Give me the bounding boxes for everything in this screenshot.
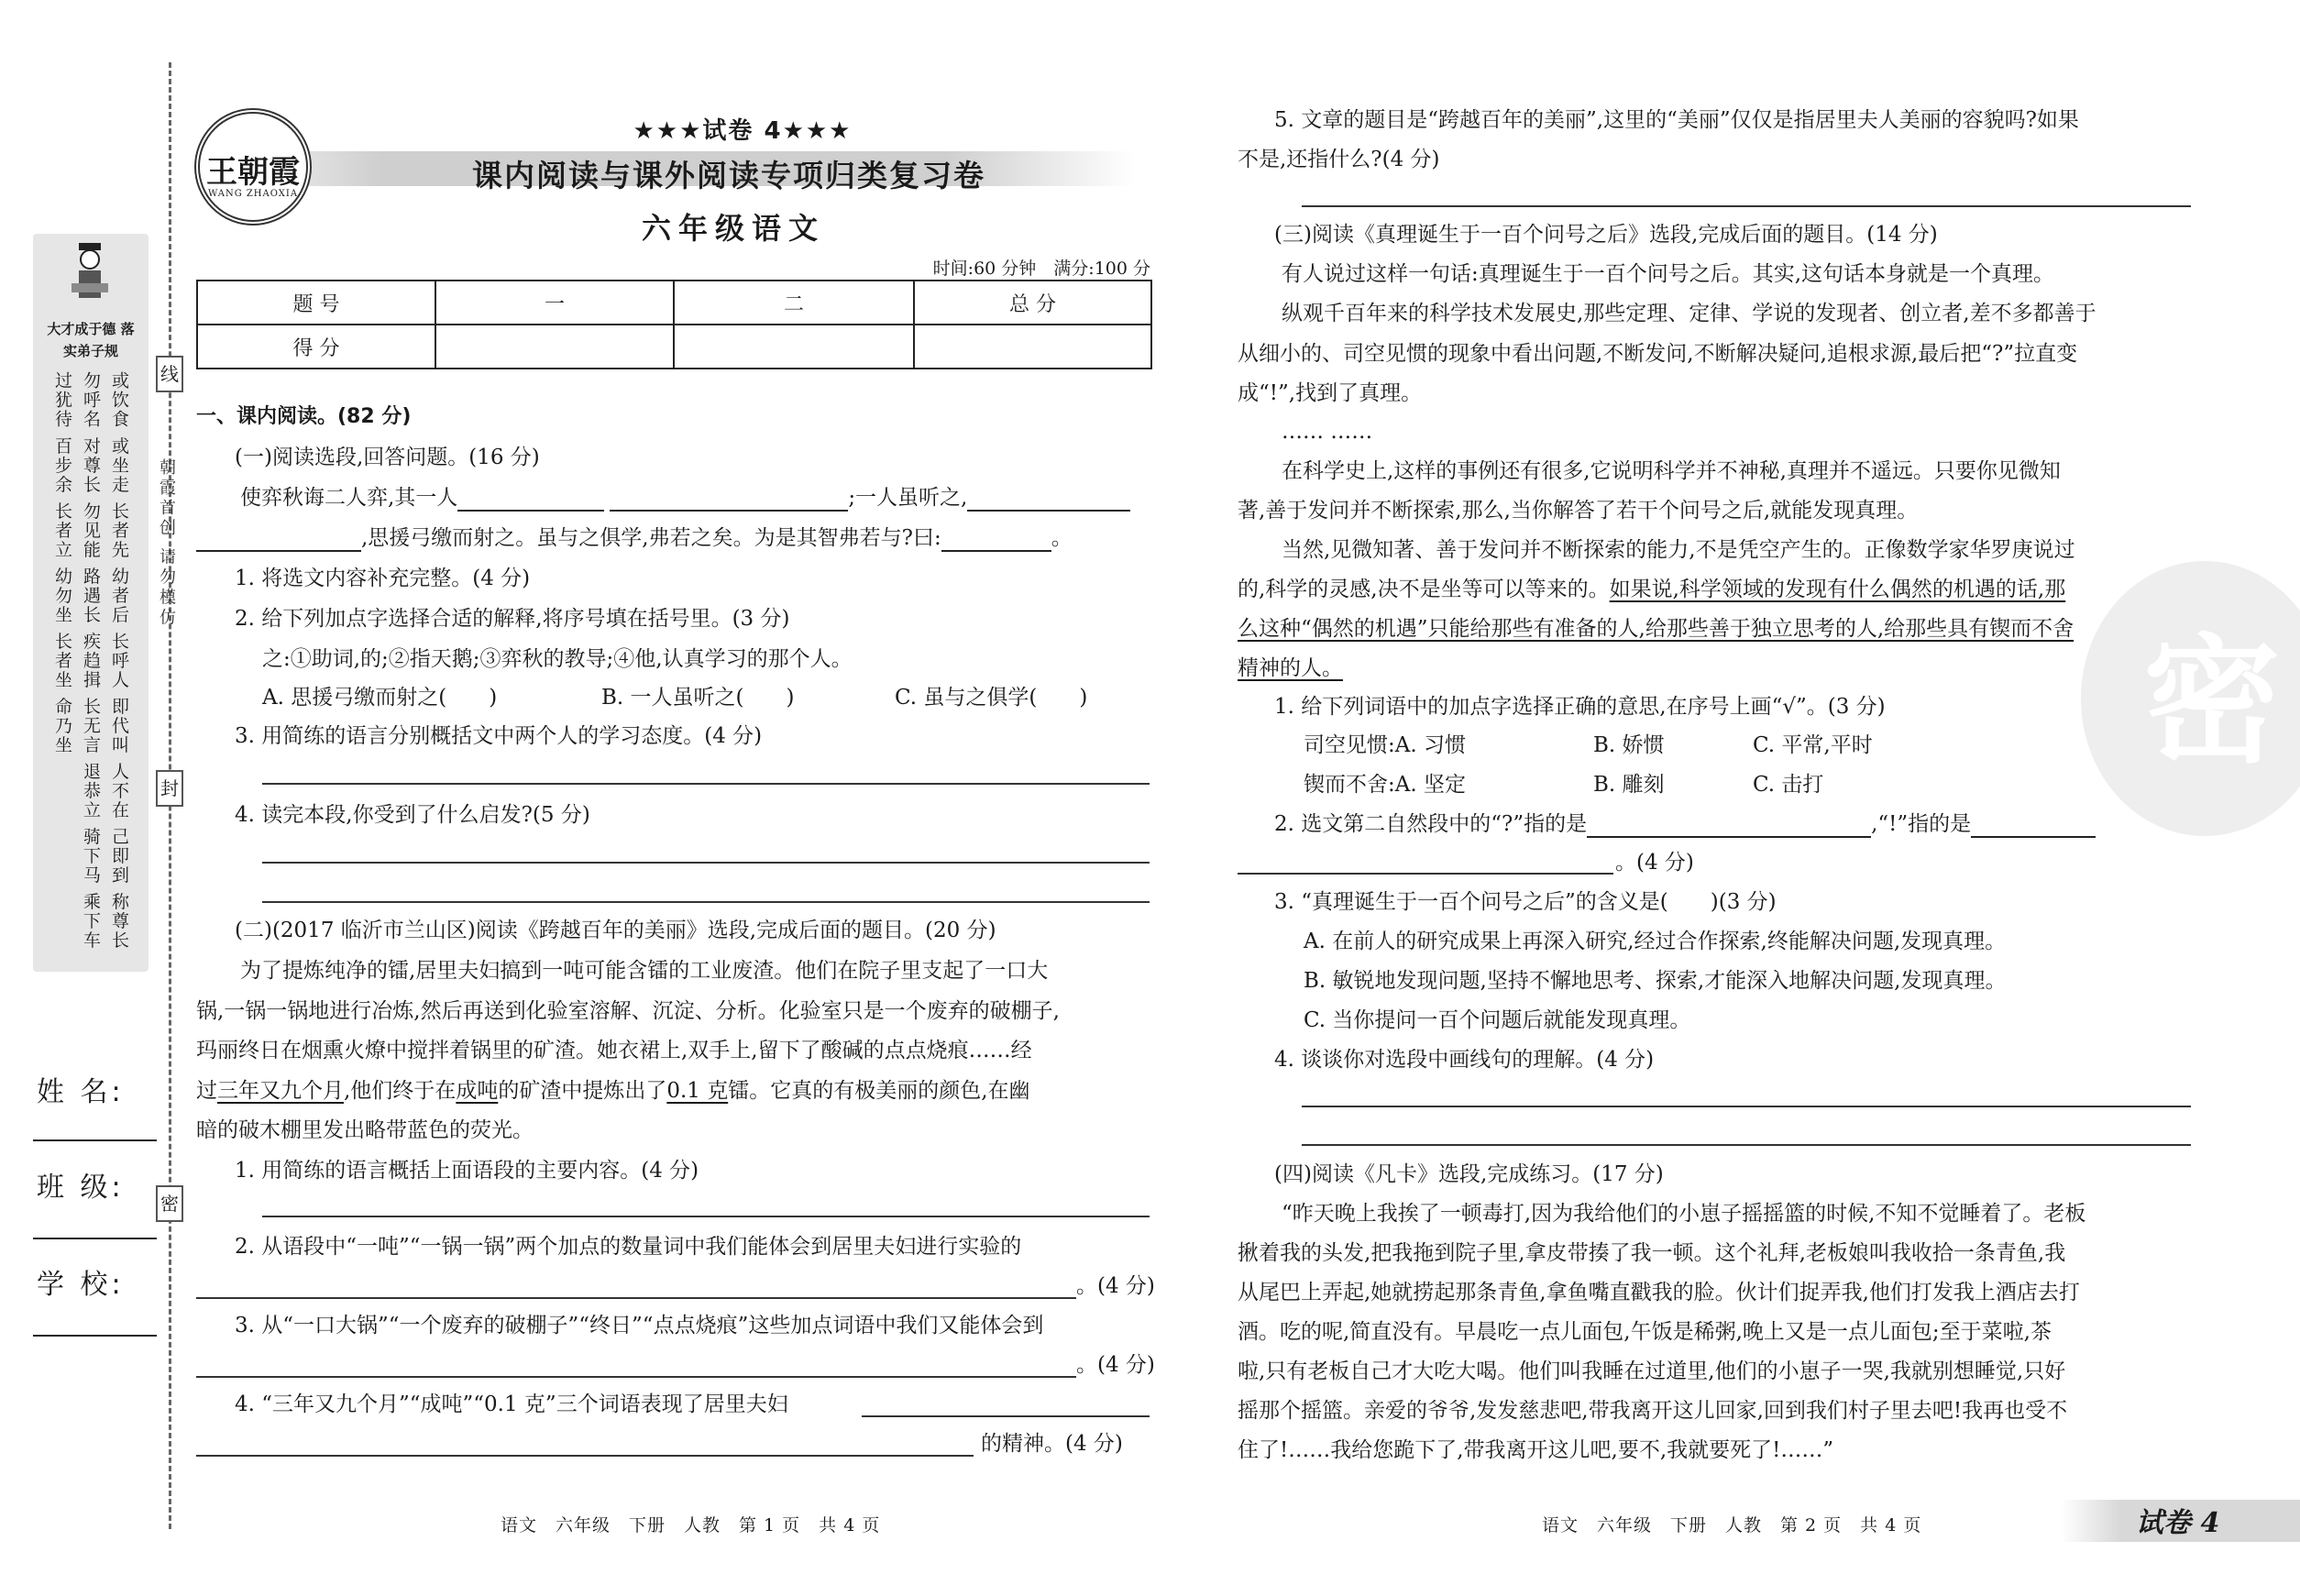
- answer-line[interactable]: [1302, 1106, 2191, 1107]
- p1-question-2-a[interactable]: A. 思援弓缴而射之( ): [262, 686, 498, 710]
- p1-question-4: 4. 读完本段,你受到了什么启发?(5 分): [235, 803, 590, 827]
- p3-question-2-end: 。(4 分): [1615, 851, 1694, 875]
- passage-3-line-10: 么这种“偶然的机遇”只能给那些有准备的人,给那些善于独立思考的人,给那些具有锲而不舍: [1238, 617, 2074, 641]
- underlined-phrase: 成吨: [456, 1079, 499, 1103]
- answer-line[interactable]: [262, 862, 1150, 864]
- passage-3-line-1: 有人说过这样一句话:真理诞生于一百个问号之后。其实,这句话本身就是一个真理。: [1282, 262, 2055, 286]
- passage-2-line-1: 为了提炼纯净的镭,居里夫妇搞到一吨可能含镭的工业废渣。他们在院子里支起了一口大: [240, 959, 1049, 983]
- p2-question-3-end: 。(4 分): [1076, 1353, 1155, 1377]
- passage-1-line-2: ,思援弓缴而射之。虽与之俱学,弗若之矣。为是其智弗若与?曰: 。: [196, 524, 1073, 552]
- answer-line[interactable]: [196, 1455, 974, 1457]
- answer-line[interactable]: [1302, 205, 2191, 207]
- p3-question-3-c[interactable]: C. 当你提问一百个问题后就能发现真理。: [1304, 1008, 1691, 1032]
- p1-question-1: 1. 将选文内容补充完整。(4 分): [235, 567, 531, 590]
- passage-3-line-7: 著,善于发问并不断探索,那么,当你解答了若干个问号之后,就能发现真理。: [1238, 499, 1919, 523]
- p3-question-1: 1. 给下列词语中的加点字选择正确的意思,在序号上画“√”。(3 分): [1274, 695, 1886, 719]
- passage-3-line-4: 成“!”,找到了真理。: [1238, 381, 1423, 405]
- p3-q1-row1-b[interactable]: B. 娇惯: [1593, 733, 1665, 757]
- passage-4-line-1: “昨天晚上我挨了一顿毒打,因为我给他们的小崽子摇摇篮的时候,不知不觉睡着了。老板: [1282, 1202, 2086, 1226]
- passage-2-line-2: 锅,一锅一锅地进行冶炼,然后再送到化验室溶解、沉淀、分析。化验室只是一个废弃的破棚子,: [196, 999, 1060, 1023]
- answer-line[interactable]: [1302, 1144, 2191, 1146]
- answer-line[interactable]: [262, 1216, 1150, 1217]
- corner-paper-tag: 试卷 4: [2136, 1507, 2220, 1539]
- passage-3-line-6: 在科学史上,这样的事例还有很多,它说明科学并不神秘,真理并不遥远。只要你见微知: [1282, 459, 2061, 483]
- brand-logo: [194, 108, 312, 226]
- fill-blank[interactable]: [196, 528, 361, 552]
- score-table-cell: 总 分: [914, 281, 1151, 325]
- p1-question-2: 2. 给下列加点字选择合适的解释,将序号填在括号里。(3 分): [235, 607, 790, 631]
- score-input-cell[interactable]: [914, 325, 1151, 369]
- answer-line[interactable]: [1238, 873, 1613, 875]
- score-table-cell: 题 号: [197, 281, 435, 325]
- scholar-mascot-icon: [72, 239, 108, 313]
- bind-mark-mi: 密: [156, 1185, 183, 1222]
- p1-question-2-options: 之:①助词,的;②指天鹅;③弈秋的教导;④他,认真学习的那个人。: [262, 647, 853, 671]
- passage-2-line-3: 玛丽终日在烟熏火燎中搅拌着锅里的矿渣。她衣裙上,双手上,留下了酸碱的点点烧痕……经: [196, 1039, 1032, 1062]
- passage-4-line-7: 住了!……我给您跪下了,带我离开这儿吧,要不,我就要死了!……”: [1238, 1438, 1834, 1462]
- p3-q1-row2-b[interactable]: B. 雕刻: [1593, 773, 1665, 797]
- answer-line[interactable]: [262, 901, 1150, 903]
- rules-panel: [33, 234, 149, 972]
- paper-tag: ★★★试卷 4★★★: [633, 117, 853, 145]
- passage-4-line-4: 酒。吃的呢,简直没有。早晨吃一点儿面包,午饭是稀粥,晚上又是一点儿面包;至于菜啦,茶: [1238, 1320, 2052, 1344]
- main-title: 课内阅读与课外阅读专项归类复习卷: [472, 158, 985, 193]
- text: ;一人虽听之,: [848, 486, 968, 510]
- underlined-phrase: 0.1 克: [666, 1079, 729, 1103]
- secret-seal-char: 密: [2142, 621, 2281, 782]
- p1-question-2-c[interactable]: C. 虽与之俱学( ): [895, 686, 1088, 710]
- p3-question-4: 4. 谈谈你对选段中画线句的理解。(4 分): [1274, 1048, 1655, 1072]
- name-field[interactable]: [33, 1139, 157, 1141]
- passage-3-title: (三)阅读《真理诞生于一百个问号之后》选段,完成后面的题目。(14 分): [1274, 223, 1938, 247]
- p3-q1-row2-a[interactable]: 锲而不舍:A. 坚定: [1304, 773, 1466, 797]
- text: 的,科学的灵感,决不是坐等可以等来的。: [1238, 578, 1610, 601]
- p2-question-1: 1. 用简练的语言概括上面语段的主要内容。(4 分): [235, 1159, 699, 1183]
- time-info: 时间:60 分钟 满分:100 分: [932, 259, 1150, 279]
- vertical-note: 朝霞首创 请勿模仿: [157, 458, 176, 629]
- passage-1-title: (一)阅读选段,回答问题。(16 分): [235, 446, 540, 469]
- fill-blank[interactable]: [967, 488, 1130, 512]
- fill-blank[interactable]: [1587, 814, 1871, 838]
- passage-4-title: (四)阅读《凡卡》选段,完成练习。(17 分): [1274, 1162, 1664, 1186]
- fill-blank[interactable]: [610, 488, 848, 512]
- passage-3-line-2: 纵观千百年来的科学技术发展史,那些定理、定律、学说的发现者、创立者,差不多都善于: [1282, 302, 2096, 325]
- p2-question-2: 2. 从语段中“一吨”“一锅一锅”两个加点的数量词中我们能体会到居里夫妇进行实验的: [235, 1235, 1022, 1259]
- score-table: [196, 280, 1152, 369]
- p2-question-5-line-1: 5. 文章的题目是“跨越百年的美丽”,这里的“美丽”仅仅是指居里夫人美丽的容貌吗?如果: [1274, 108, 2079, 132]
- motto: 大才成于德 落实弟子规: [47, 321, 135, 359]
- p2-question-3: 3. 从“一口大锅”“一个废弃的破棚子”“终日”“点点烧痕”这些加点词语中我们又能体会到: [235, 1314, 1044, 1337]
- p2-question-4: 4. “三年又九个月”“成吨”“0.1 克”三个词语表现了居里夫妇: [235, 1392, 788, 1416]
- class-label: 班 级:: [37, 1172, 125, 1204]
- passage-3-line-8: 当然,见微知著、善于发问并不断探索的能力,不是凭空产生的。正像数学家华罗庚说过: [1282, 538, 2075, 562]
- p3-question-2: [1274, 810, 2096, 838]
- school-label: 学 校:: [37, 1269, 125, 1301]
- p2-question-5-line-2: 不是,还指什么?(4 分): [1238, 148, 1440, 171]
- p3-question-3: 3. “真理诞生于一百个问号之后”的含义是( )(3 分): [1274, 890, 1777, 914]
- fill-blank[interactable]: [1971, 814, 2096, 838]
- underlined-sentence: 如果说,科学领域的发现有什么偶然的机遇的话,那: [1609, 578, 2066, 601]
- logo-sub: WANG ZHAOXIA: [207, 189, 299, 199]
- p3-question-3-b[interactable]: B. 敏锐地发现问题,坚持不懈地思考、探索,才能深入地解决问题,发现真理。: [1304, 969, 2007, 993]
- passage-3-line-9: [1238, 576, 2065, 603]
- passage-3-ellipsis: …… ……: [1282, 420, 1373, 444]
- p2-question-4-end: 的精神。(4 分): [981, 1432, 1123, 1456]
- text: ,思援弓缴而射之。虽与之俱学,弗若之矣。为是其智弗若与?曰:: [361, 526, 941, 550]
- p1-question-2-b[interactable]: B. 一人虽听之( ): [601, 686, 795, 710]
- passage-4-line-3: 从尾巴上弄起,她就捞起那条青鱼,拿鱼嘴直戳我的脸。伙计们捉弄我,他们打发我上酒店去打: [1238, 1281, 2080, 1304]
- score-table-cell: 一: [435, 281, 674, 325]
- p1-question-3: 3. 用简练的语言分别概括文中两个人的学习态度。(4 分): [235, 724, 763, 748]
- fill-blank[interactable]: [941, 528, 1051, 552]
- section-1-title: 一、课内阅读。(82 分): [196, 405, 412, 428]
- answer-line[interactable]: [262, 783, 1150, 785]
- answer-line[interactable]: [196, 1376, 1076, 1378]
- p2-question-2-end: 。(4 分): [1076, 1274, 1155, 1298]
- name-label: 姓 名:: [37, 1076, 125, 1108]
- score-table-cell: 二: [674, 281, 914, 325]
- passage-4-line-6: 摇那个摇篮。亲爱的爷爷,发发慈悲吧,带我离开这儿回家,回到我们村子里去吧!我再也受不: [1238, 1399, 2068, 1423]
- passage-3-line-11: 精神的人。: [1238, 656, 1343, 680]
- bind-mark-feng: 封: [156, 770, 183, 807]
- p3-q1-row1-c[interactable]: C. 平常,平时: [1753, 733, 1873, 757]
- school-field[interactable]: [33, 1335, 157, 1337]
- text: 使弈秋诲二人弈,其一人: [240, 486, 458, 510]
- page-footer-left: 语文 六年级 下册 人教 第 1 页 共 4 页: [501, 1515, 881, 1535]
- passage-4-line-5: 啦,只有老板自己才大吃大喝。他们叫我睡在过道里,他们的小崽子一哭,我就别想睡觉,只好: [1238, 1359, 2066, 1383]
- text: 的矿渣中提炼出了: [498, 1079, 667, 1103]
- text: ,他们终于在: [344, 1079, 457, 1103]
- p3-question-3-a[interactable]: A. 在前人的研究成果上再深入研究,经过合作探索,终能解决问题,发现真理。: [1304, 930, 2007, 953]
- passage-2-line-4: [196, 1077, 1030, 1105]
- passage-3-line-3: 从细小的、司空见惯的现象中看出问题,不断发问,不断解决疑问,追根求源,最后把“?”拉直变: [1238, 342, 2078, 366]
- score-input-cell[interactable]: [674, 325, 914, 369]
- text: 过: [196, 1079, 217, 1103]
- bind-mark-xian: 线: [156, 356, 183, 392]
- score-table-cell: 得 分: [197, 325, 435, 369]
- answer-line[interactable]: [862, 1415, 1150, 1417]
- subject-title: 六年级语文: [641, 211, 825, 246]
- p3-q1-row2-c[interactable]: C. 击打: [1753, 773, 1824, 797]
- text: ,“!”指的是: [1871, 812, 1972, 836]
- page-footer-right: 语文 六年级 下册 人教 第 2 页 共 4 页: [1542, 1515, 1922, 1535]
- passage-2-line-5: 暗的破木棚里发出略带蓝色的荧光。: [196, 1118, 534, 1142]
- class-field[interactable]: [33, 1238, 157, 1239]
- passage-1-line-1: [240, 484, 1130, 512]
- score-table-score-row: [197, 325, 1151, 369]
- passage-2-title: (二)(2017 临沂市兰山区)阅读《跨越百年的美丽》选段,完成后面的题目。(20 分): [235, 919, 996, 942]
- fill-blank[interactable]: [457, 488, 604, 512]
- passage-4-line-2: 揪着我的头发,把我拖到院子里,拿皮带揍了我一顿。这个礼拜,老板娘叫我收拾一条青鱼,我: [1238, 1241, 2066, 1265]
- answer-line[interactable]: [196, 1297, 1076, 1299]
- score-input-cell[interactable]: [435, 325, 674, 369]
- score-table-header-row: [197, 281, 1151, 325]
- text: 镭。它真的有极美丽的颜色,在幽: [728, 1079, 1030, 1103]
- logo-text: 王朝霞: [206, 154, 300, 191]
- underlined-phrase: 三年又九个月: [217, 1079, 344, 1103]
- p3-q1-row1-a[interactable]: 司空见惯:A. 习惯: [1304, 733, 1466, 757]
- text: 2. 选文第二自然段中的“?”指的是: [1274, 812, 1588, 836]
- rules-text: 或饮食 或坐走 长者先 幼者后 长呼人 即代叫 人不在 己即到 称尊长 勿呼名 对尊长 勿见能 路遇长 疾趋揖 长无言 退恭立 骑下马 乘下车 过犹待 百步余 长者立 幼勿坐 长者坐 命乃坐: [52, 371, 129, 951]
